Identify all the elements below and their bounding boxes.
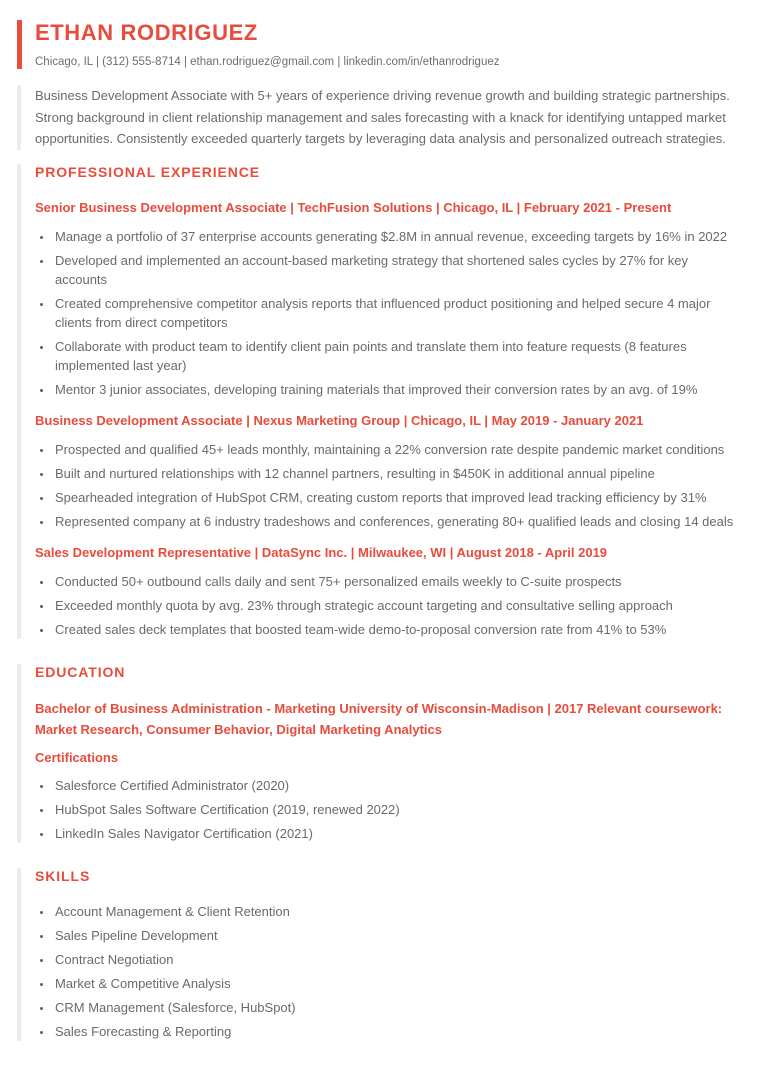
- summary-section: [17, 85, 742, 150]
- certification-list: [35, 776, 742, 843]
- job-bullet: • Collaborate with product team to identify client pain points and translate them into feature requests (8 features implemented last year): [53, 337, 742, 375]
- job-bullet-list: [35, 440, 742, 531]
- job-title: Sales Development Representative | DataSync Inc. | Milwaukee, WI | August 2018 - April 2019: [35, 544, 608, 560]
- summary-paragraph: Business Development Associate with 5+ years of experience driving revenue growth and building strategic partnerships. Strong background in client relationship management and sales forecasting with a knack for identifying untapped market opportunities. Consistently exceeded quarterly targets by leveraging data analysis and personalized outreach strategies.: [35, 88, 730, 146]
- skill-item: • Market & Competitive Analysis: [53, 974, 742, 993]
- skill-item: • CRM Management (Salesforce, HubSpot): [53, 998, 742, 1017]
- job-bullet: • Prospected and qualified 45+ leads monthly, maintaining a 22% conversion rate despite pandemic market conditions: [53, 440, 742, 459]
- job-bullet: • Exceeded monthly quota by avg. 23% through strategic account targeting and consultative selling approach: [53, 596, 742, 615]
- candidate-name: ETHAN RODRIGUEZ: [35, 20, 258, 45]
- skill-item: • Account Management & Client Retention: [53, 902, 742, 921]
- experience-heading: PROFESSIONAL EXPERIENCE: [35, 163, 261, 180]
- job-bullet-list: [35, 572, 742, 639]
- experience-section: [17, 164, 742, 639]
- job-bullet: • Conducted 50+ outbound calls daily and sent 75+ personalized emails weekly to C-suite prospects: [53, 572, 742, 591]
- job-entry: [35, 411, 742, 531]
- certification-item: • HubSpot Sales Software Certification (2019, renewed 2022): [53, 800, 742, 819]
- job-bullet: • Manage a portfolio of 37 enterprise accounts generating $2.8M in annual revenue, exceeding targets by 16% in 2022: [53, 227, 742, 246]
- certifications-label: Certifications: [35, 749, 119, 765]
- education-section: [17, 664, 742, 843]
- skill-item: • Sales Forecasting & Reporting: [53, 1022, 742, 1041]
- job-bullet: • Created sales deck templates that boosted team-wide demo-to-proposal conversion rate from 41% to 53%: [53, 620, 742, 639]
- skills-list: [35, 902, 742, 1041]
- job-bullet: • Spearheaded integration of HubSpot CRM, creating custom reports that improved lead tracking efficiency by 31%: [53, 488, 742, 507]
- contact-line: Chicago, IL | (312) 555-8714 | ethan.rodriguez@gmail.com | linkedin.com/in/ethanrodriguez: [35, 56, 500, 68]
- job-bullet-list: [35, 227, 742, 399]
- job-title: Business Development Associate | Nexus Marketing Group | Chicago, IL | May 2019 - January 2021: [35, 412, 644, 428]
- education-heading: EDUCATION: [35, 663, 126, 680]
- degree-line: Bachelor of Business Administration - Marketing University of Wisconsin-Madison | 2017 Relevant coursework: Market Research, Consumer Behavior, Digital Marketing Analytics: [35, 700, 723, 737]
- job-bullet: • Built and nurtured relationships with 12 channel partners, resulting in $450K in additional annual pipeline: [53, 464, 742, 483]
- job-title: Senior Business Development Associate | TechFusion Solutions | Chicago, IL | February 2021 - Present: [35, 199, 672, 215]
- job-bullet: • Represented company at 6 industry tradeshows and conferences, generating 80+ qualified leads and closing 14 deals: [53, 512, 742, 531]
- job-bullet: • Developed and implemented an account-based marketing strategy that shortened sales cycles by 27% for key accounts: [53, 251, 742, 289]
- resume-header: [17, 20, 742, 69]
- job-bullet: • Mentor 3 junior associates, developing training materials that improved their conversion rates by an avg. of 19%: [53, 380, 742, 399]
- skill-item: • Contract Negotiation: [53, 950, 742, 969]
- job-bullet: • Created comprehensive competitor analysis reports that influenced product positioning and helped secure 4 major clients from direct competitors: [53, 294, 742, 332]
- certification-item: • LinkedIn Sales Navigator Certification (2021): [53, 824, 742, 843]
- skill-item: • Sales Pipeline Development: [53, 926, 742, 945]
- job-entry: [35, 198, 742, 399]
- certification-item: • Salesforce Certified Administrator (2020): [53, 776, 742, 795]
- skills-section: [17, 868, 742, 1041]
- skills-heading: SKILLS: [35, 867, 91, 884]
- job-entry: [35, 543, 742, 639]
